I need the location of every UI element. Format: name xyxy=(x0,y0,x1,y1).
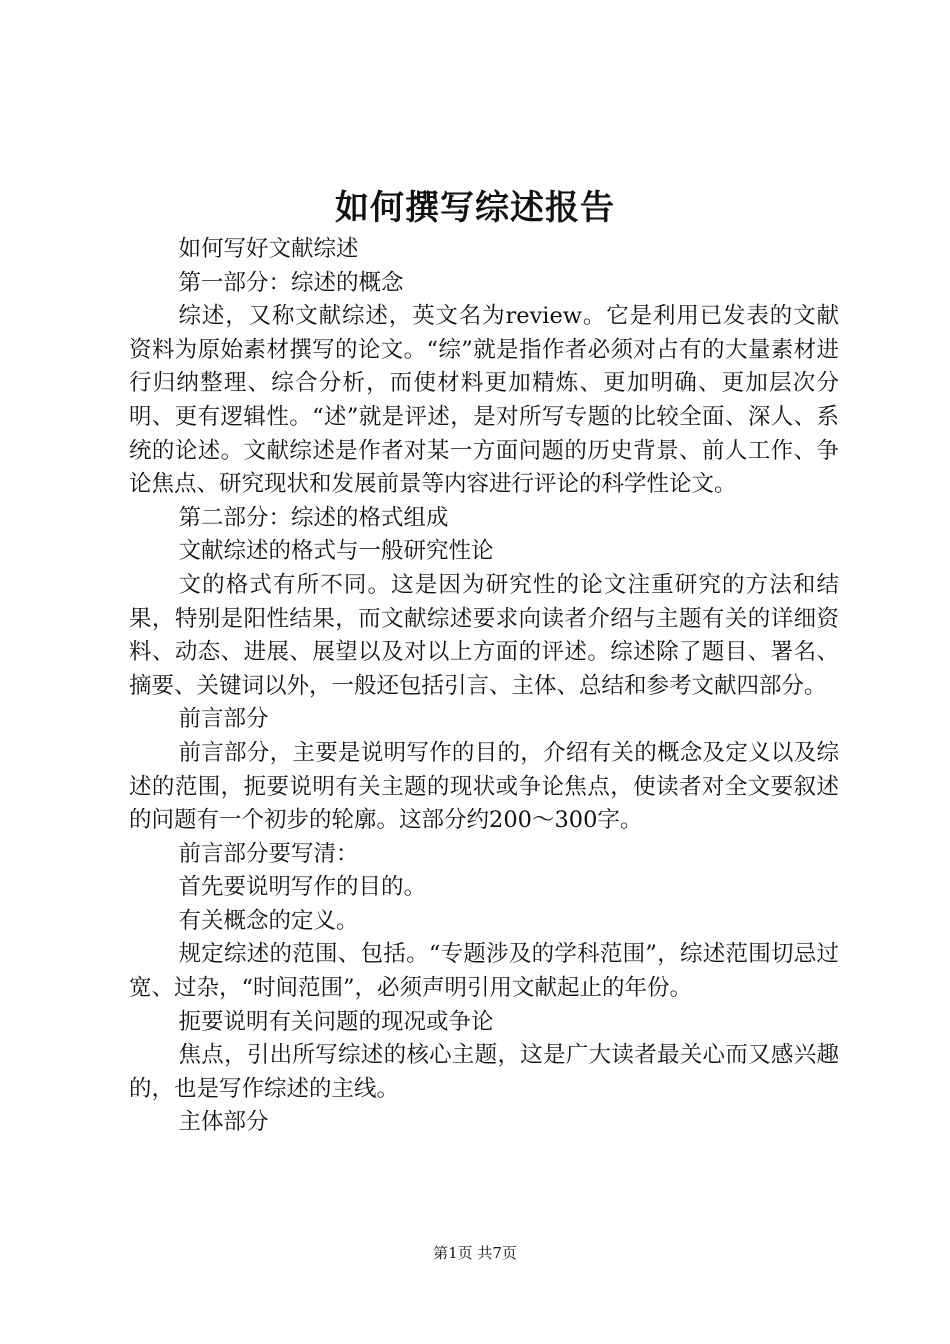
paragraph-status-intro: 扼要说明有关问题的现况或争论 xyxy=(178,1008,494,1035)
paragraph-scope: 规定综述的范围、包括。“专题涉及的学科范围”，综述范围切忌过宽、过杂，“时间范围”，必须声明引用文献起止的年份。 xyxy=(129,941,839,1002)
paragraph-preface-requirements: 前言部分要写清： xyxy=(178,840,359,867)
paragraph-format-detail: 文的格式有所不同。这是因为研究性的论文注重研究的方法和结果，特别是阳性结果，而文献综述要求向读者介绍与主题有关的详细资料、动态、进展、展望以及对以上方面的评述。综述除了题目、署名、摘要、关键词以外，一般还包括引言、主体、总结和参考文献四部分。 xyxy=(129,571,839,699)
paragraph-preface-heading: 前言部分 xyxy=(178,706,269,733)
document-body xyxy=(129,233,839,1140)
paragraph-section-2-heading: 第二部分：综述的格式组成 xyxy=(178,504,449,531)
paragraph-preface-detail: 前言部分，主要是说明写作的目的，介绍有关的概念及定义以及综述的范围，扼要说明有关主题的现状或争论焦点，使读者对全文要叙述的问题有一个初步的轮廓。这部分约200～300字。 xyxy=(129,739,839,834)
page-number-footer: 第1页 共7页 xyxy=(433,1244,517,1262)
document-title: 如何撰写综述报告 xyxy=(335,188,615,228)
paragraph-section-1-heading: 第一部分：综述的概念 xyxy=(178,269,404,296)
paragraph-format-intro: 文献综述的格式与一般研究性论 xyxy=(178,538,494,565)
paragraph-status-detail: 焦点，引出所写综述的核心主题，这是广大读者最关心而又感兴趣的，也是写作综述的主线。 xyxy=(129,1042,839,1102)
paragraph-main-body-heading: 主体部分 xyxy=(178,1109,269,1136)
paragraph-definitions: 有关概念的定义。 xyxy=(178,907,359,934)
paragraph-subtitle: 如何写好文献综述 xyxy=(178,236,359,262)
paragraph-concept: 综述，又称文献综述，英文名为review。它是利用已发表的文献资料为原始素材撰写的论文。“综”就是指作者必须对占有的大量素材进行归纳整理、综合分析，而使材料更加精炼、更加明确、更加层次分明、更有逻辑性。“述”就是评述，是对所写专题的比较全面、深人、系统的论述。文献综述是作者对某一方面问题的历史背景、前人工作、争论焦点、研究现状和发展前景等内容进行评论的科学性论文。 xyxy=(129,303,839,498)
paragraph-purpose: 首先要说明写作的目的。 xyxy=(178,874,427,901)
